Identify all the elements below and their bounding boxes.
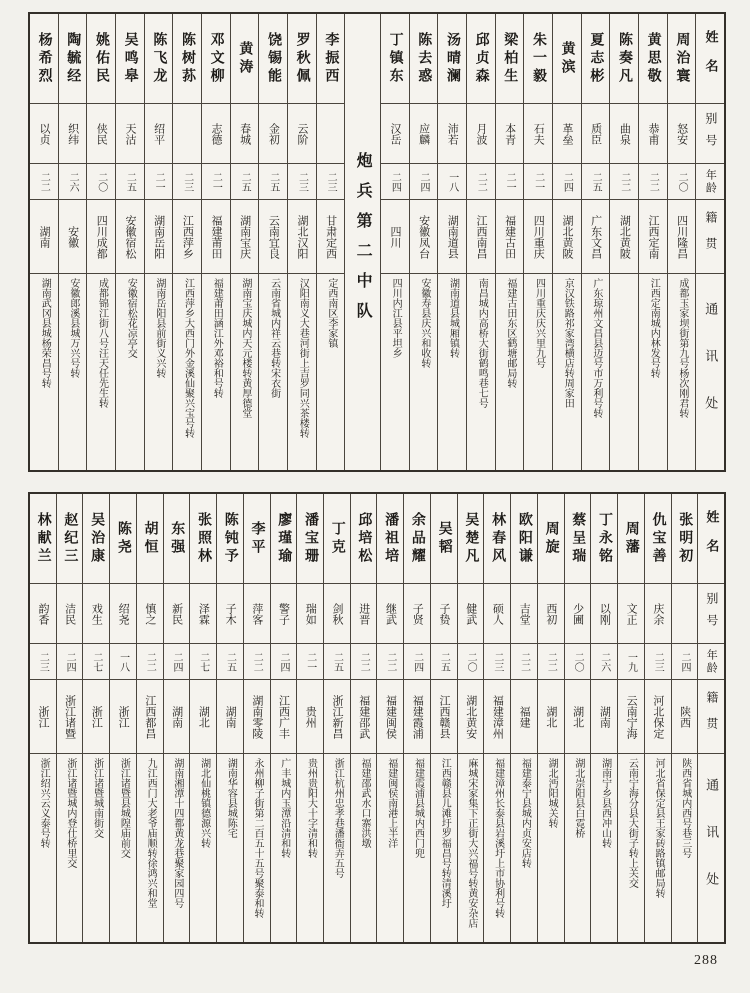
header-alias-label: 别号 [696, 104, 724, 164]
person-alias: 继武 [377, 584, 403, 644]
roster-entry-column [466, 14, 495, 470]
person-age: 二五 [324, 644, 350, 680]
roster-entry-column [437, 14, 466, 470]
person-origin: 湖北汉阳 [288, 200, 316, 274]
person-name: 东强 [164, 494, 190, 584]
person-alias: 子贽 [431, 584, 457, 644]
roster-entry-column [430, 494, 457, 942]
roster-entry-column [115, 14, 144, 470]
person-address: 云南宁海分县大街子转上关交 [626, 758, 638, 888]
person-origin: 湖北 [565, 680, 591, 754]
person-origin: 湖南宝庆 [231, 200, 259, 274]
person-name: 梁柏生 [496, 14, 524, 104]
person-origin: 湖南 [591, 680, 617, 754]
person-alias: 云阶 [288, 104, 316, 164]
person-address: 福建邵武水口寨洪墩 [358, 758, 370, 848]
person-origin: 安徽 [59, 200, 87, 274]
person-name: 欧阳谦 [511, 494, 537, 584]
person-alias: 本青 [496, 104, 524, 164]
person-name: 杨希烈 [30, 14, 58, 104]
person-age: 二〇 [668, 164, 696, 200]
person-origin: 浙江 [30, 680, 56, 754]
person-origin: 湖南零陵 [244, 680, 270, 754]
person-address: 湖北沔阳城关转 [546, 758, 558, 828]
person-origin: 福建 [511, 680, 537, 754]
person-address: 湖南岳阳县前街义兴转 [153, 278, 165, 378]
person-alias: 质臣 [582, 104, 610, 164]
person-name: 张照林 [190, 494, 216, 584]
person-alias: 曲泉 [610, 104, 638, 164]
person-address: 江西萍乡大西门外金溪仙聚兴宝号转 [182, 278, 194, 438]
person-name: 丁克 [324, 494, 350, 584]
person-address: 浙江绍兴云义泰号转 [38, 758, 50, 848]
person-alias: 石夫 [524, 104, 552, 164]
roster-entry-column [163, 494, 190, 942]
person-name: 陈钝予 [217, 494, 243, 584]
person-alias: 文正 [618, 584, 644, 644]
person-name: 胡恒 [137, 494, 163, 584]
person-alias: 少圃 [565, 584, 591, 644]
person-address: 定西南区李家镇 [325, 278, 337, 348]
roster-entry-column [510, 494, 537, 942]
roster-entry-column [172, 14, 201, 470]
person-address: 湖南湘潭十四都黄龙巷聚家园四号 [171, 758, 183, 908]
person-origin: 陕西 [672, 680, 698, 754]
person-name: 黄滨 [553, 14, 581, 104]
person-age: 二三 [484, 644, 510, 680]
person-age: 二一 [202, 164, 230, 200]
person-alias: 金初 [259, 104, 287, 164]
person-name: 陈树荪 [173, 14, 201, 104]
roster-entry-column [270, 494, 297, 942]
section-title: 炮兵第二中队 [354, 152, 372, 332]
person-origin: 福建邵武 [351, 680, 377, 754]
roster-table-bottom [28, 492, 726, 944]
person-age: 二五 [582, 164, 610, 200]
person-origin: 浙江 [110, 680, 136, 754]
person-age: 二四 [57, 644, 83, 680]
person-age: 二四 [271, 644, 297, 680]
person-address: 陕西省城内西号巷三号 [679, 758, 691, 858]
person-age: 二二 [610, 164, 638, 200]
header-column [697, 494, 724, 942]
person-age: 二五 [217, 644, 243, 680]
person-address: 云南省城内祥云巷转宋衣街 [268, 278, 280, 398]
person-name: 邱培松 [351, 494, 377, 584]
person-age: 二二 [351, 644, 377, 680]
person-age: 二一 [297, 644, 323, 680]
person-alias: 进晋 [351, 584, 377, 644]
person-age: 二〇 [565, 644, 591, 680]
person-address: 安徽宿松花凉亭交 [125, 278, 137, 358]
roster-entry-column [243, 494, 270, 942]
person-alias: 月波 [467, 104, 495, 164]
person-age: 二五 [431, 644, 457, 680]
person-name: 汤晴澜 [438, 14, 466, 104]
person-origin: 四川隆昌 [668, 200, 696, 274]
roster-entry-column [189, 494, 216, 942]
person-name: 陈尧 [110, 494, 136, 584]
person-alias: 警子 [271, 584, 297, 644]
person-address: 广东琼州文昌县迈号市万利号转 [590, 278, 602, 418]
roster-entry-column [30, 14, 58, 470]
person-address: 成都玉家坝街第九号杨次刚君转 [676, 278, 688, 418]
person-age: 二六 [591, 644, 617, 680]
person-age: 一八 [110, 644, 136, 680]
person-address: 安徽郎溪县城万兴号转 [67, 278, 79, 378]
person-origin: 安徽凤台 [410, 200, 438, 274]
person-age: 二七 [190, 644, 216, 680]
person-name: 林献兰 [30, 494, 56, 584]
person-address: 湖南道县城厢镇转 [447, 278, 459, 358]
person-name: 吴鸣皋 [116, 14, 144, 104]
person-alias [173, 104, 201, 164]
person-age: 二四 [553, 164, 581, 200]
roster-table-top [28, 12, 726, 472]
person-origin: 江西萍乡 [173, 200, 201, 274]
roster-entry-column [552, 14, 581, 470]
person-alias: 新民 [164, 584, 190, 644]
person-age: 二二 [30, 164, 58, 200]
person-origin: 浙江诸暨 [57, 680, 83, 754]
person-name: 周藩 [618, 494, 644, 584]
header-column [695, 14, 724, 470]
person-age: 二四 [164, 644, 190, 680]
roster-entry-column [617, 494, 644, 942]
roster-entry-column [564, 494, 591, 942]
person-address: 福建闽侯南港上半洋 [385, 758, 397, 848]
person-age: 二二 [467, 164, 495, 200]
person-alias: 戏生 [83, 584, 109, 644]
person-name: 罗秋佩 [288, 14, 316, 104]
person-address: 浙江诸暨城内登仕桥里交 [64, 758, 76, 868]
person-origin: 福建莆田 [202, 200, 230, 274]
person-name: 赵纪三 [57, 494, 83, 584]
roster-entry-column [58, 14, 87, 470]
person-alias [317, 104, 345, 164]
header-address-label: 通讯处 [704, 777, 720, 919]
roster-entry-column [483, 494, 510, 942]
person-alias: 绍尧 [110, 584, 136, 644]
roster-entry-column [296, 494, 323, 942]
person-origin: 江西广丰 [271, 680, 297, 754]
person-name: 陈飞龙 [145, 14, 173, 104]
person-alias: 怒安 [668, 104, 696, 164]
person-address: 汉阳南义大巷河街上吉罗同兴茶楼转 [297, 278, 309, 438]
person-age: 二一 [145, 164, 173, 200]
person-name: 邓文柳 [202, 14, 230, 104]
person-age: 二二 [137, 644, 163, 680]
person-address: 永州柳子街第二百五十五号聚泰和转 [252, 758, 264, 918]
person-address: 河北省保定县王家砖路镇邮局转 [653, 758, 665, 898]
person-origin: 浙江新昌 [324, 680, 350, 754]
person-origin: 福建古田 [496, 200, 524, 274]
person-name: 蔡呈瑞 [565, 494, 591, 584]
person-address: 贵州贵阳大十字清和转 [305, 758, 317, 858]
person-alias: 春城 [231, 104, 259, 164]
person-alias: 天沽 [116, 104, 144, 164]
person-address: 湖南武冈县城杨荣昌号转 [39, 278, 51, 388]
roster-entry-column [409, 14, 438, 470]
person-alias: 韵香 [30, 584, 56, 644]
person-age: 一八 [438, 164, 466, 200]
person-address: 麻城宋家集下正街大兴福号转黄安杂店 [465, 758, 477, 928]
roster-entry-column [86, 14, 115, 470]
person-age: 二三 [288, 164, 316, 200]
header-name-label: 姓名 [696, 14, 724, 104]
person-alias: 革垒 [553, 104, 581, 164]
person-age: 二四 [381, 164, 409, 200]
roster-entry-column [581, 14, 610, 470]
person-age: 二四 [404, 644, 430, 680]
header-origin-label: 籍贯 [698, 680, 724, 754]
person-alias: 志德 [202, 104, 230, 164]
person-origin: 四川重庆 [524, 200, 552, 274]
roster-entry-column [82, 494, 109, 942]
person-origin: 湖北 [190, 680, 216, 754]
person-alias: 织纬 [59, 104, 87, 164]
person-origin: 福建霞浦 [404, 680, 430, 754]
person-origin: 福建闽侯 [377, 680, 403, 754]
roster-entry-column [523, 14, 552, 470]
person-age: 二二 [639, 164, 667, 200]
person-name: 李振西 [317, 14, 345, 104]
person-name: 李平 [244, 494, 270, 584]
roster-entry-column [109, 494, 136, 942]
roster-entry-column [380, 14, 409, 470]
person-origin: 福建漳州 [484, 680, 510, 754]
roster-entry-column [287, 14, 316, 470]
roster-entry-column [30, 494, 56, 942]
roster-entry-column [136, 494, 163, 942]
person-age: 二一 [524, 164, 552, 200]
person-alias: 慎之 [137, 584, 163, 644]
person-origin: 湖北 [538, 680, 564, 754]
person-name: 饶锡能 [259, 14, 287, 104]
person-alias: 洁民 [57, 584, 83, 644]
header-address-label: 通讯处 [703, 301, 719, 443]
person-address: 广丰城内玉潭沿清和转 [278, 758, 290, 858]
person-age: 二六 [59, 164, 87, 200]
person-address: 福建古田东区鹤塘邮局转 [504, 278, 516, 388]
person-name: 吴治康 [83, 494, 109, 584]
person-age: 二四 [672, 644, 698, 680]
person-origin: 江西南昌 [467, 200, 495, 274]
person-address: 江西赣县儿滩圩罗福昌号转清溪圩 [439, 758, 451, 908]
roster-entry-column [323, 494, 350, 942]
roster-entry-column [230, 14, 259, 470]
person-address: 福建莆田涵江外邓裕和号转 [211, 278, 223, 398]
person-origin: 四川成都 [87, 200, 115, 274]
person-name: 黄思敬 [639, 14, 667, 104]
roster-entry-column [671, 494, 698, 942]
person-address: 湖北崇阳县白霓桥 [572, 758, 584, 838]
person-alias: 以刚 [591, 584, 617, 644]
person-origin: 云南宁海 [618, 680, 644, 754]
person-address [610, 274, 638, 470]
person-origin: 广东文昌 [582, 200, 610, 274]
person-name: 仇宝善 [645, 494, 671, 584]
person-alias: 绍平 [145, 104, 173, 164]
person-address: 京汉铁路祁家湾横店转周家田 [562, 278, 574, 408]
person-alias [672, 584, 698, 644]
person-alias: 汉岳 [381, 104, 409, 164]
person-age: 一九 [618, 644, 644, 680]
person-name: 丁永铭 [591, 494, 617, 584]
person-alias: 剑秋 [324, 584, 350, 644]
roster-entry-column [350, 494, 377, 942]
header-age-label: 年龄 [696, 164, 724, 200]
person-name: 陈去惑 [410, 14, 438, 104]
person-name: 张明初 [672, 494, 698, 584]
person-alias: 子贤 [404, 584, 430, 644]
roster-entry-column [376, 494, 403, 942]
person-origin: 河北保定 [645, 680, 671, 754]
person-address: 成都锦江街八号汪天任先生转 [96, 278, 108, 408]
person-address: 福建霞浦县城内西门兜 [412, 758, 424, 858]
person-origin: 湖南 [30, 200, 58, 274]
person-name: 姚佑民 [87, 14, 115, 104]
person-address: 福建漳州长泰县岩溪圩上市协利号转 [492, 758, 504, 918]
person-alias: 沛若 [438, 104, 466, 164]
person-age: 二四 [410, 164, 438, 200]
person-address: 浙江诸暨县城隍庙前交 [118, 758, 130, 858]
person-age: 二三 [645, 644, 671, 680]
roster-entry-column [667, 14, 696, 470]
person-origin: 浙江 [83, 680, 109, 754]
person-origin: 湖南岳阳 [145, 200, 173, 274]
person-alias: 萍客 [244, 584, 270, 644]
header-age-label: 年龄 [698, 644, 724, 680]
roster-entry-column [609, 14, 638, 470]
person-origin: 甘肃定西 [317, 200, 345, 274]
person-address: 福建泰宁县城内贞安店转 [519, 758, 531, 868]
person-address: 浙江杭州忠孝巷潘衙弄五号 [332, 758, 344, 878]
person-origin: 云南宜良 [259, 200, 287, 274]
person-age: 二二 [244, 644, 270, 680]
person-name: 潘宝珊 [297, 494, 323, 584]
person-age: 二五 [231, 164, 259, 200]
header-name-label: 姓名 [698, 494, 724, 584]
roster-entry-column [216, 494, 243, 942]
person-address: 湖南华容县城陈宅 [225, 758, 237, 838]
roster-entry-column [537, 494, 564, 942]
person-alias: 吉堂 [511, 584, 537, 644]
roster-entry-column [457, 494, 484, 942]
person-origin: 江西定南 [639, 200, 667, 274]
roster-entry-column [144, 14, 173, 470]
person-alias: 泽霖 [190, 584, 216, 644]
person-origin: 湖南道县 [438, 200, 466, 274]
roster-entry-column [644, 494, 671, 942]
header-alias-label: 别号 [698, 584, 724, 644]
header-origin-label: 籍贯 [696, 200, 724, 274]
person-name: 吴韬 [431, 494, 457, 584]
person-name: 周旋 [538, 494, 564, 584]
person-name: 丁镇东 [381, 14, 409, 104]
page-number: 288 [694, 953, 718, 968]
person-age: 二五 [116, 164, 144, 200]
person-origin: 安徽宿松 [116, 200, 144, 274]
person-name: 黄涛 [231, 14, 259, 104]
person-address: 南昌城内高桥大街鹤鸣巷七号 [476, 278, 488, 408]
person-alias: 侠民 [87, 104, 115, 164]
roster-entry-column [638, 14, 667, 470]
person-alias: 硕人 [484, 584, 510, 644]
person-address: 四川内江县平坦乡 [390, 278, 402, 358]
roster-entry-column [590, 494, 617, 942]
person-origin: 贵州 [297, 680, 323, 754]
person-alias: 瑞如 [297, 584, 323, 644]
roster-entry-column [56, 494, 83, 942]
person-address: 安徽寿县庆兴和收转 [418, 278, 430, 368]
person-name: 朱一毅 [524, 14, 552, 104]
person-name: 周治寰 [668, 14, 696, 104]
roster-entry-column [201, 14, 230, 470]
person-age: 二〇 [458, 644, 484, 680]
person-name: 廖瑾瑜 [271, 494, 297, 584]
roster-entry-column [316, 14, 345, 470]
person-alias: 健武 [458, 584, 484, 644]
person-alias: 以贞 [30, 104, 58, 164]
person-name: 吴楚凡 [458, 494, 484, 584]
person-age: 二三 [173, 164, 201, 200]
person-age: 二七 [83, 644, 109, 680]
person-age: 二一 [496, 164, 524, 200]
person-address: 四川重庆庆兴里九号 [533, 278, 545, 368]
person-address: 湖北仙桃镇德源兴转 [198, 758, 210, 848]
person-age: 二二 [538, 644, 564, 680]
person-name: 陶毓经 [59, 14, 87, 104]
person-alias: 子木 [217, 584, 243, 644]
person-name: 邱贞森 [467, 14, 495, 104]
roster-entry-column [495, 14, 524, 470]
person-address: 湖南宁乡县西冲山转 [599, 758, 611, 848]
person-address: 湖南宝庆城内天元楼转黄厚德堂 [239, 278, 251, 418]
person-address: 江西定南城内林发号转 [648, 278, 660, 378]
person-name: 林春风 [484, 494, 510, 584]
person-origin: 湖北黄安 [458, 680, 484, 754]
person-age: 二〇 [87, 164, 115, 200]
person-origin: 四川 [381, 200, 409, 274]
person-origin: 江西赣县 [431, 680, 457, 754]
person-age: 二二 [511, 644, 537, 680]
person-alias: 应麟 [410, 104, 438, 164]
roster-entry-column [258, 14, 287, 470]
person-address: 浙江诸暨城南街交 [91, 758, 103, 838]
person-name: 潘祖培 [377, 494, 403, 584]
person-name: 陈奏凡 [610, 14, 638, 104]
person-origin: 湖北黄陂 [610, 200, 638, 274]
person-address: 九江西门大老爷庙顺转徐鸿兴和堂 [145, 758, 157, 908]
person-origin: 湖南 [217, 680, 243, 754]
person-alias: 恭甫 [639, 104, 667, 164]
person-age: 二五 [259, 164, 287, 200]
section-title-column [344, 14, 380, 470]
person-origin: 湖北黄陂 [553, 200, 581, 274]
person-origin: 江西都昌 [137, 680, 163, 754]
person-name: 余品耀 [404, 494, 430, 584]
person-alias: 庆余 [645, 584, 671, 644]
person-name: 夏志彬 [582, 14, 610, 104]
roster-entry-column [403, 494, 430, 942]
person-origin: 湖南 [164, 680, 190, 754]
person-age: 二三 [30, 644, 56, 680]
person-age: 二二 [377, 644, 403, 680]
person-alias: 西初 [538, 584, 564, 644]
person-age: 二三 [317, 164, 345, 200]
